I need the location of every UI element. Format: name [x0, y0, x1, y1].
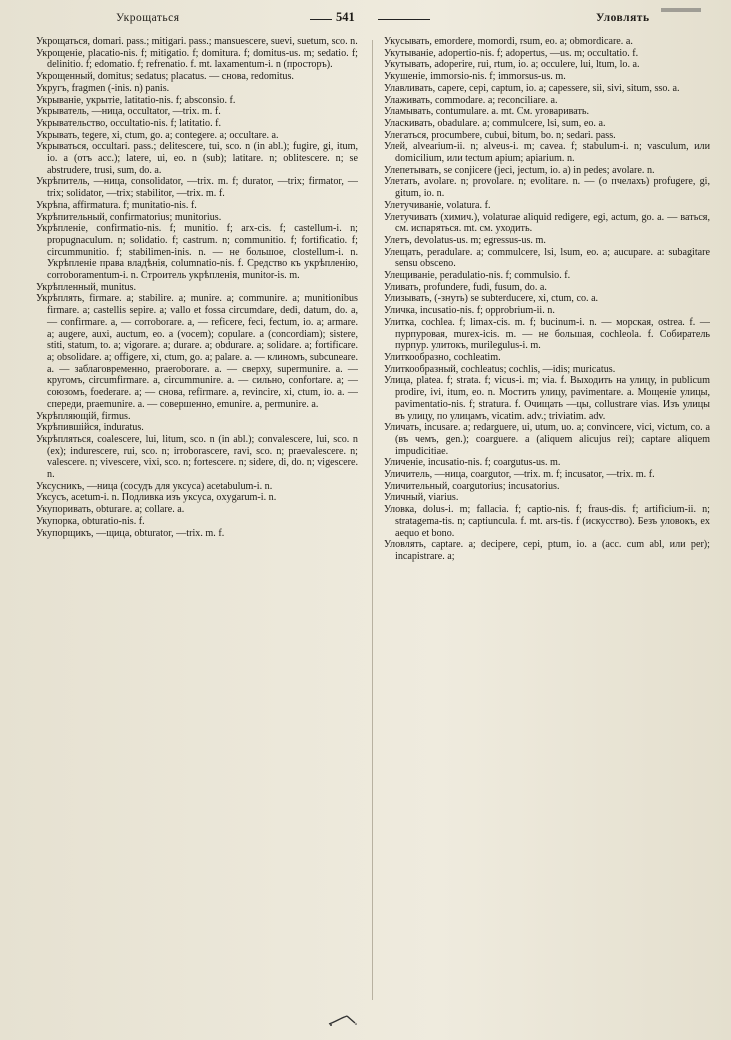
- dictionary-entry: Уличный, viarius.: [384, 492, 459, 504]
- dictionary-entry: Укрѣпленный, munitus.: [36, 281, 137, 293]
- dictionary-entry: Укупорка, obturatio-nis. f.: [36, 515, 145, 527]
- dictionary-entry: Укрѣплять, firmare. a; stabilire. a; munire. a; communire. a; munitionibus firmare. a; castellis sepire. a; vallo et fossa circumdare, dedi, datum, do. a, — confirmare. a, — corroborare. a, — reficere, feci, fectum, io. a; armare. a; augere, auxi, auctum, eo. a (vocem); copulare. a (concordiam); sistere, stiti, statum, to. a; vigorare. a; durare. a; obdurare. a; solidare. a; fortificare. a; obsolidare. a; offigere, xi, ctum, go. a; palare. a. — клиномъ, subcuneare. a. — заблаговременно, praeroborare. a. — сверху, supermunire. a. — кругомъ, circumfirmare. a, circummunire. a. — сильно, confortare. a; — союзомъ, foederare. a; — снова, refirmare. a, revincire, xi, ctum, io. a. — спереди, praemunire. a. — совершенно, emunire. a, permunire. a.: [36, 293, 358, 410]
- dictionary-entry: Уличительный, coargutorius; incusatorius.: [384, 480, 560, 492]
- dictionary-entry: Укутывать, adoperire, rui, rtum, io. a; occulere, lui, ltum, lo. a.: [384, 59, 640, 71]
- dictionary-entry: Уличка, incusatio-nis. f; opprobrium-ii. n.: [384, 305, 555, 317]
- dictionary-entry: Улетучиваніе, volatura. f.: [384, 199, 491, 211]
- header-left-guideword: Укрощаться: [116, 12, 180, 24]
- dictionary-entry: Укрѣпа, affirmatura. f; munitatio-nis. f.: [36, 199, 197, 211]
- dictionary-entry: Укрывать, tegere, xi, ctum, go. a; contegere. a; occultare. a.: [36, 129, 279, 141]
- dictionary-entry: Укрѣпитель, —ница, consolidator, —trix. m. f; durator, —trix; firmator, —trix; solidator, —trix; stabilitor, —trix. m. f.: [36, 176, 358, 200]
- dictionary-entry: Укрощаться, domari. pass.; mitigari. pass.; mansuescere, suevi, suetum, sco. n.: [36, 36, 358, 47]
- dictionary-entry: Укушеніе, immorsio-nis. f; immorsus-us. m.: [384, 71, 566, 83]
- dictionary-entry: Укрѣпившійся, induratus.: [36, 422, 144, 434]
- dictionary-entry: Уличитель, —ница, coargutor, —trix. m. f; incusator, —trix. m. f.: [384, 469, 655, 481]
- dictionary-entry: Уличать, incusare. a; redarguere, ui, utum, uo. a; convincere, vici, victum, co. a (въ чемъ, gen.); coarguere. a (aliquem alicujus rei); captare aliquem impudicitiae.: [384, 422, 710, 457]
- dictionary-entry: Улегаться, procumbere, cubui, bitum, bo. n; sedari. pass.: [384, 129, 616, 141]
- dictionary-entry: Улиткообразный, cochleatus; cochlis, —idis; muricatus.: [384, 363, 616, 375]
- header-rule-left: [310, 19, 332, 20]
- dictionary-entry: Улетъ, devolatus-us. m; egressus-us. m.: [384, 234, 546, 246]
- dictionary-entry: Уловлять, captare. a; decipere, cepi, ptum, io. a (acc. cum abl, или per); incapistrare. a;: [384, 539, 710, 562]
- dictionary-entry: Укрощенный, domitus; sedatus; placatus. — снова, redomitus.: [36, 71, 294, 83]
- dictionary-entry: Уксусникъ, —ница (сосудъ для уксуса) acetabulum-i. n.: [36, 480, 273, 492]
- dictionary-entry: Уксусъ, acetum-i. n. Подливка изъ уксуса, oxygarum-i. n.: [36, 492, 277, 504]
- dictionary-entry: Улаживать, commodare. a; reconciliare. a.: [384, 94, 558, 106]
- dictionary-entry: Улетучивать (химич.), volaturae aliquid redigere, egi, actum, go. a. — ваться, см. испаряться. mt. см. уходить.: [384, 211, 710, 235]
- dictionary-entry: Улизывать, (-знуть) se subterducere, xi, ctum, co. a.: [384, 293, 599, 305]
- left-column: [36, 36, 358, 996]
- dictionary-entry: Укругъ, fragmen (-inis. n) panis.: [36, 82, 170, 94]
- dictionary-entry: Улитка, cochlea. f; limax-cis. m. f; bucinum-i. n. — морская, ostrea. f. — пурпуровая, murex-icis. m. — не большая, cochleola. f. Собиратель пурпур. улитокъ, murilegulus-i. m.: [384, 316, 710, 352]
- header-right-guideword: Уловлять: [596, 12, 650, 24]
- right-column: [384, 36, 710, 996]
- page-header: [36, 8, 705, 30]
- dictionary-entry: Уливать, profundere, fudi, fusum, do. a.: [384, 281, 547, 293]
- dictionary-entry: Улиткообразно, cochleatim.: [384, 351, 501, 363]
- dictionary-entry: Укрываніе, укрытіе, latitatio-nis. f; absconsio. f.: [36, 94, 236, 106]
- page-number: 541: [336, 10, 355, 24]
- dictionary-entry: Укрѣпительный, confirmatorius; munitorius.: [36, 211, 222, 223]
- dictionary-entry: Улей, alvearium-ii. n; alveus-i. m; cavea. f; stabulum-i. n; vasculum, или domicilium, или tectum apium; apiarium. n.: [384, 141, 710, 165]
- dictionary-entry: Улавливать, capere, cepi, captum, io. a; capessere, sii, sivi, situm, sso. a.: [384, 82, 680, 94]
- dictionary-entry: Уласкивать, obadulare. a; commulcere, lsi, sum, eo. a.: [384, 117, 606, 129]
- dictionary-entry: Укрощеніе, placatio-nis. f; mitigatio. f; domitura. f; domitus-us. m; sedatio. f; delinitio. f; edomatio. f; refrenatio. f. mt. laxamentum-i. n (просторъ).: [36, 47, 358, 71]
- dictionary-entry: Укрыватель, —ница, occultator, —trix. m. f.: [36, 106, 221, 118]
- header-rule-right: [378, 19, 430, 20]
- dictionary-entry: Улепетывать, se conjicere (jeci, jectum, io. a) in pedes; avolare. n.: [384, 164, 655, 176]
- dictionary-entry: Укусывать, emordere, momordi, rsum, eo. a; obmordicare. a.: [384, 36, 633, 47]
- column-divider: [372, 40, 373, 1000]
- dictionary-entry: Укупоривать, obturare. a; collare. a.: [36, 504, 185, 516]
- dictionary-entry: Улица, platea. f; strata. f; vicus-i. m; via. f. Выходить на улицу, in publicum prodire, ivi, itum, eo. n. Мостить улицу, pavimentare. a. Мощеніе улицы, pavimentatio-nis. f; stratura. f. Очищать —цы, collustrare vias. Изъ улицы въ улицу, по улицамъ, vicatim. adv.; triviatim. adv.: [384, 375, 710, 422]
- dictionary-entry: Укупорщикъ, —щица, obturator, —trix. m. f.: [36, 527, 225, 539]
- dictionary-entry: Уловка, dolus-i. m; fallacia. f; captio-nis. f; fraus-dis. f; artificium-ii. n; stratagema-tis. n; captiuncula. f. mt. ars-tis. f (искусство). Безъ уловокъ, ex aequo et bono.: [384, 504, 710, 539]
- dictionary-entry: Улещиваніе, peradulatio-nis. f; commulsio. f.: [384, 270, 571, 282]
- dictionary-entry: Уламывать, contumulare. a. mt. См. уговаривать.: [384, 106, 590, 118]
- dictionary-entry: Укрываться, occultari. pass.; delitescere, tui, sco. n (in abl.); fugire, gi, itum, io. a (отъ acc.); latere, ui, eo. n (sub); latitare. n; oblitescere. n; se abstrudere, trusi, sum, do. a.: [36, 141, 358, 176]
- dictionary-entry: Укрѣпляться, coalescere, lui, litum, sco. n (in abl.); convalescere, lui, sco. n (ex); indurescere, rui, sco. n; irroborascere, ravi, sco. n; praevalescere. n; valescere. n; vivescere, vixi, sco. n; fortescere. n; sidere, di, do. n; vigescere. n.: [36, 433, 358, 481]
- dictionary-entry: Улещать, peradulare. a; commulcere, lsi, lsum, eo. a; aucupare. a: subagitare sensu obsceno.: [384, 246, 710, 270]
- printer-ornament: [325, 1012, 363, 1028]
- dictionary-entry: Укутываніе, adopertio-nis. f; adopertus, —us. m; occultatio. f.: [384, 47, 639, 59]
- dictionary-entry: Укрѣпляющій, firmus.: [36, 410, 131, 422]
- dictionary-entry: Улетать, avolare. n; provolare. n; evolitare. n. — (о пчелахъ) profugere, gi, gitum, io. n.: [384, 176, 710, 200]
- dictionary-entry: Укрывательство, occultatio-nis. f; latitatio. f.: [36, 117, 222, 129]
- dictionary-entry: Уличеніе, incusatio-nis. f; coargutus-us. m.: [384, 457, 561, 469]
- dictionary-entry: Укрѣпленіе, confirmatio-nis. f; munitio. f; arx-cis. f; castellum-i. n; propugnaculum. n; solidatio. f; castrum. n; communitio. f; fortificatio. f; circummunitio. f; stabilimen-inis. n. — не большое, clostellum-i. n. Укрѣпленіе права владѣнія, columnatio-nis. f. Средство къ укрѣпленію, corroboramentum-i. n. Строитель укрѣпленія, munitor-is. m.: [36, 223, 358, 282]
